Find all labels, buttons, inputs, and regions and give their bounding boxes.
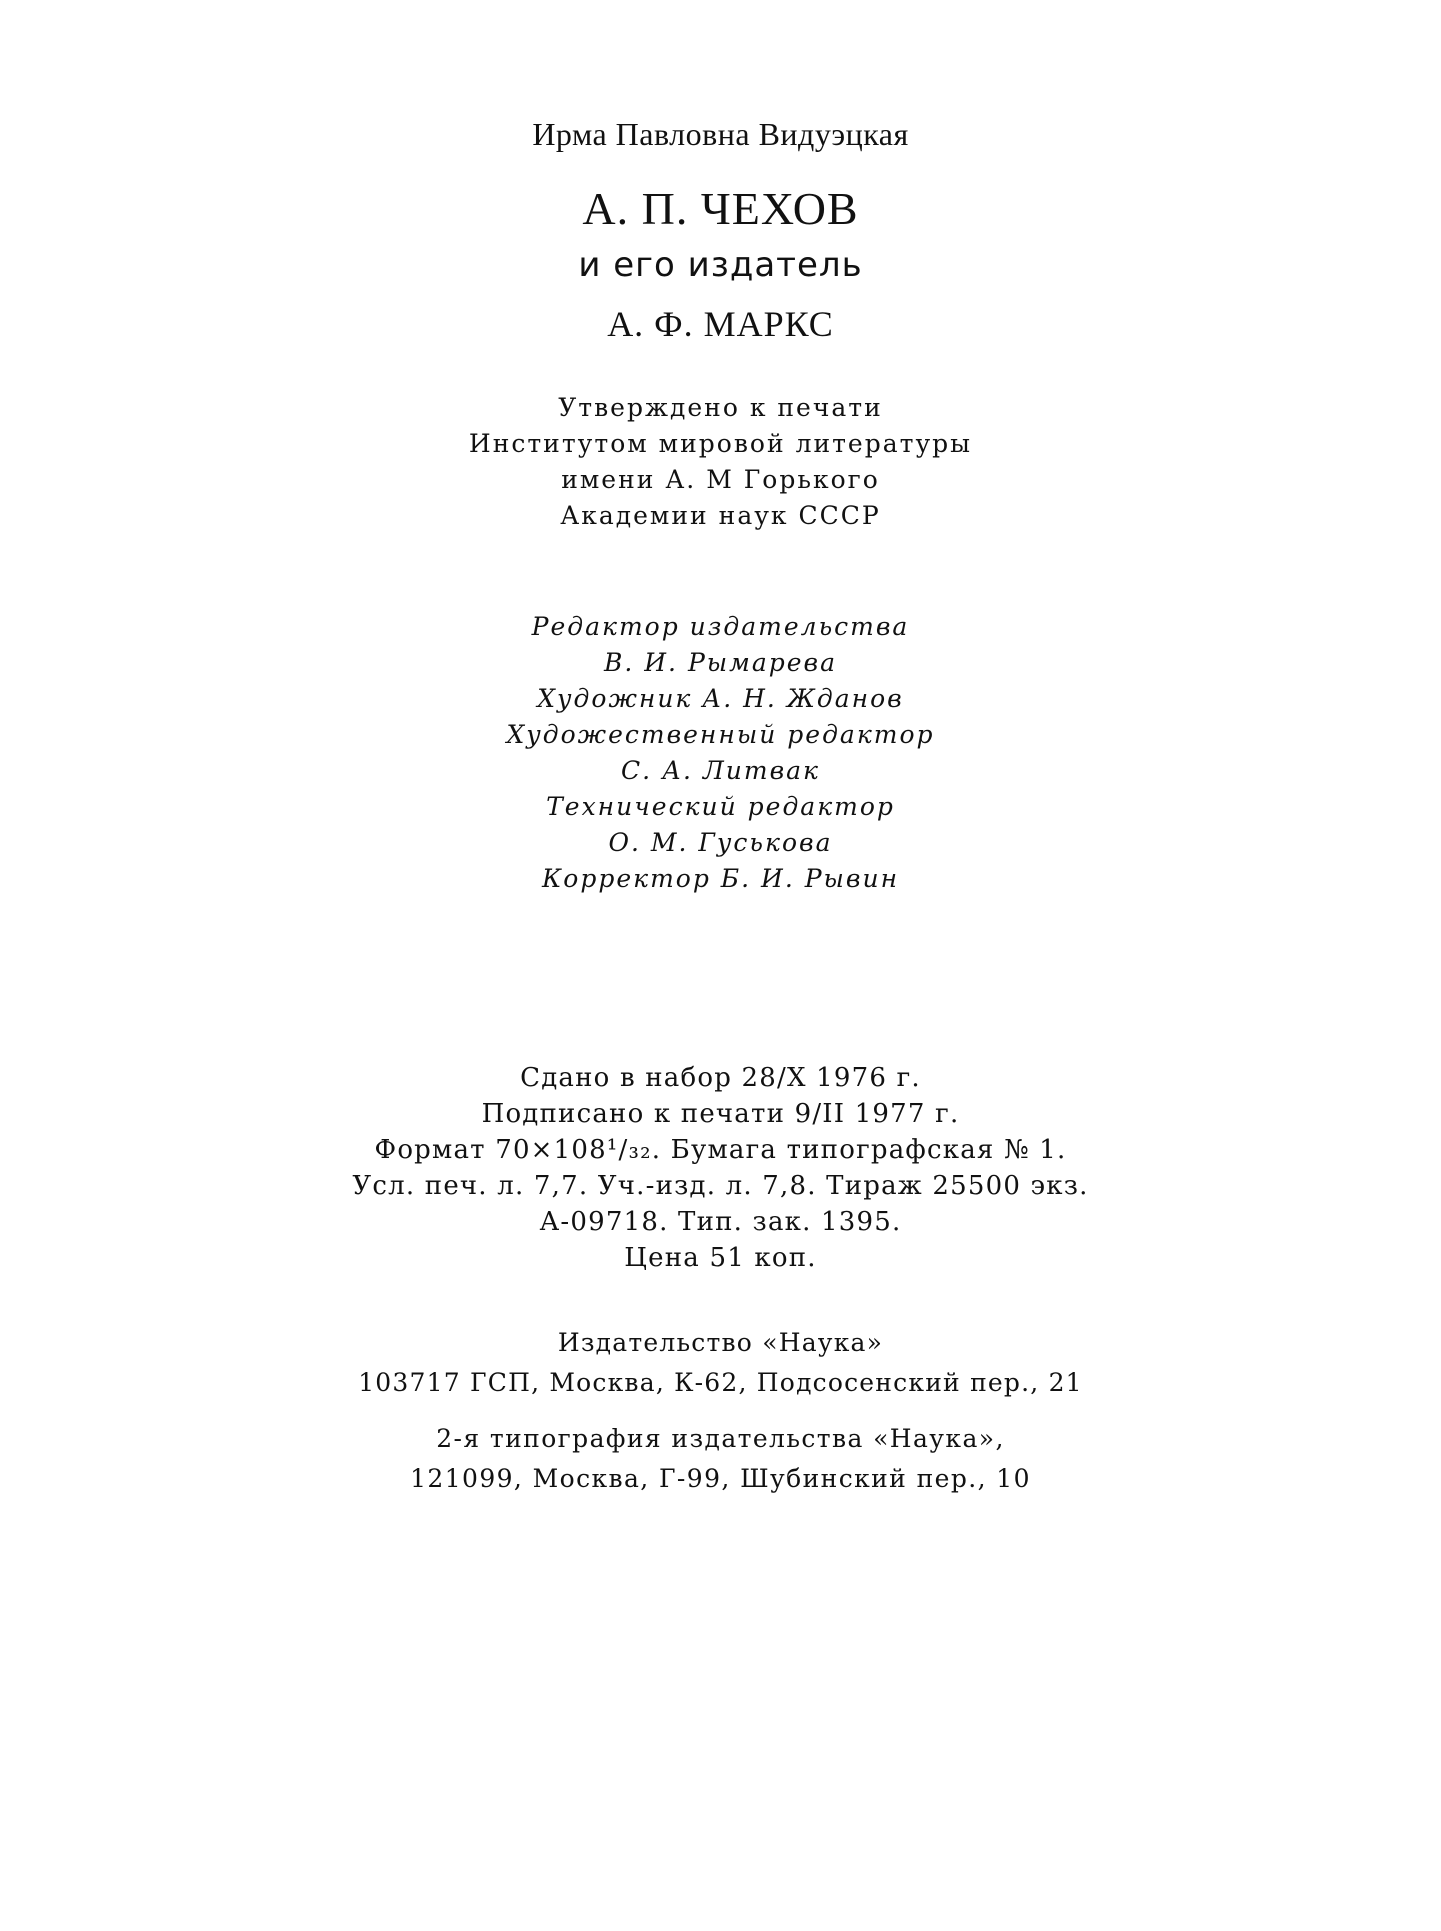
book-title-line2: и его издатель [578,245,863,285]
approval-line: имени А. М Горького [561,465,880,494]
approval-line: Академии наук СССР [560,501,881,530]
printer-address: 121099, Москва, Г-99, Шубинский пер., 10 [410,1464,1031,1493]
imprint-line: Формат 70×108¹/₃₂. Бумага типографская № 1. [374,1135,1067,1165]
publisher-name: Издательство «Наука» [557,1328,884,1357]
approval-line: Утверждено к печати [558,393,883,422]
credit-line: Художественный редактор [506,720,935,749]
imprint-line: Подписано к печати 9/II 1977 г. [481,1099,960,1129]
imprint-line: Усл. печ. л. 7,7. Уч.-изд. л. 7,8. Тираж 25500 экз. [352,1171,1089,1201]
imprint-line: Сдано в набор 28/X 1976 г. [520,1063,921,1093]
credit-line: С. А. Литвак [621,756,820,785]
imprint-line: Цена 51 коп. [624,1243,817,1273]
credit-line: В. И. Рымарева [603,648,838,677]
credit-line: О. М. Гуськова [608,828,833,857]
credit-line: Технический редактор [546,792,895,821]
credit-line: Художник А. Н. Жданов [537,684,904,713]
book-title-line3: А. Ф. МАРКС [607,304,834,344]
author-name: Ирма Павловна Видуэцкая [532,116,909,152]
credit-line: Корректор Б. И. Рывин [541,864,900,893]
imprint-line: А-09718. Тип. зак. 1395. [539,1207,902,1237]
publisher-address: 103717 ГСП, Москва, К-62, Подсосенский пер., 21 [358,1368,1083,1397]
printer-name: 2-я типография издательства «Наука», [436,1424,1005,1453]
book-title-line1: А. П. ЧЕХОВ [582,183,859,234]
approval-line: Институтом мировой литературы [468,429,973,458]
credit-line: Редактор издательства [531,612,910,641]
